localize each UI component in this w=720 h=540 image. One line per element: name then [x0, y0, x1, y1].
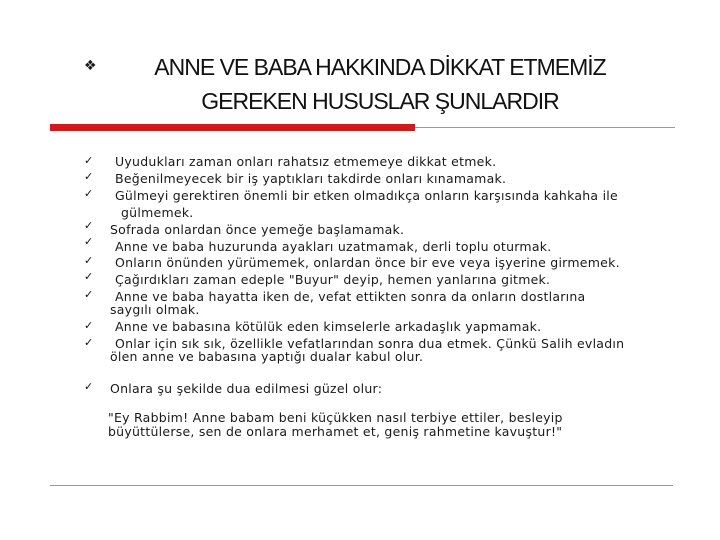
list-item-text: Onların önünden yürümemek, onlardan önce bir eve veya işyerine girmemek. [115, 255, 620, 270]
list-item-text-continued: gülmemek. [121, 205, 194, 220]
check-icon: ✓ [84, 187, 94, 200]
list-item-text-continued: saygılı olmak. [110, 302, 200, 317]
check-icon: ✓ [84, 170, 94, 183]
prayer-quote [108, 411, 668, 439]
list-item-text: Anne ve babasına kötülük eden kimselerle arkadaşlık yapmamak. [115, 319, 542, 334]
list-item-text: Beğenilmeyecek bir iş yaptıkları takdirde onları kınamamak. [115, 171, 507, 186]
list-item-text: Gülmeyi gerektiren önemli bir etken olmadıkça onların karşısında kahkaha ile [115, 188, 618, 203]
check-icon: ✓ [84, 319, 94, 332]
title-line-2: GEREKEN HUSUSLAR ŞUNLARDIR [201, 88, 559, 114]
prayer-line-1: "Ey Rabbim! Anne babam beni küçükken nasıl terbiye ettiler, besleyip [108, 410, 563, 425]
check-icon: ✓ [84, 336, 94, 349]
check-icon: ✓ [84, 154, 94, 167]
prayer-line-2: büyüttülerse, sen de onlara merhamet et, geniş rahmetine kavuştur!" [108, 424, 563, 439]
title-line-1: ANNE VE BABA HAKKINDA DİKKAT ETMEMİZ [154, 54, 606, 80]
title-bullet-icon: ❖ [84, 58, 97, 74]
list-item-text: Çağırdıkları zaman edeple "Buyur" deyip, hemen yanlarına gitmek. [115, 272, 551, 287]
list-item-text: Sofrada onlardan önce yemeğe başlamamak. [110, 222, 405, 237]
check-icon: ✓ [84, 270, 94, 283]
check-icon: ✓ [84, 380, 94, 393]
bottom-divider [50, 485, 673, 486]
check-icon: ✓ [84, 288, 94, 301]
list-item-text: Onlar için sık sık, özellikle vefatlarından sonra dua etmek. Çünkü Salih evladın [115, 336, 625, 351]
list-item-text: Onlara şu şekilde dua edilmesi güzel olur: [110, 381, 383, 396]
title-accent-bar [50, 124, 415, 131]
check-icon: ✓ [84, 235, 94, 248]
list-item-text: Anne ve baba huzurunda ayakları uzatmamak, derli toplu oturmak. [115, 239, 552, 254]
check-icon: ✓ [84, 254, 94, 267]
slide-title [90, 50, 670, 118]
list-item-text: Anne ve baba hayatta iken de, vefat ettikten sonra da onların dostlarına [115, 289, 586, 304]
check-icon: ✓ [84, 219, 94, 232]
list-item-text-continued: ölen anne ve babasına yaptığı dualar kabul olur. [110, 349, 424, 364]
list-item-text: Uyudukları zaman onları rahatsız etmemeye dikkat etmek. [115, 154, 497, 169]
